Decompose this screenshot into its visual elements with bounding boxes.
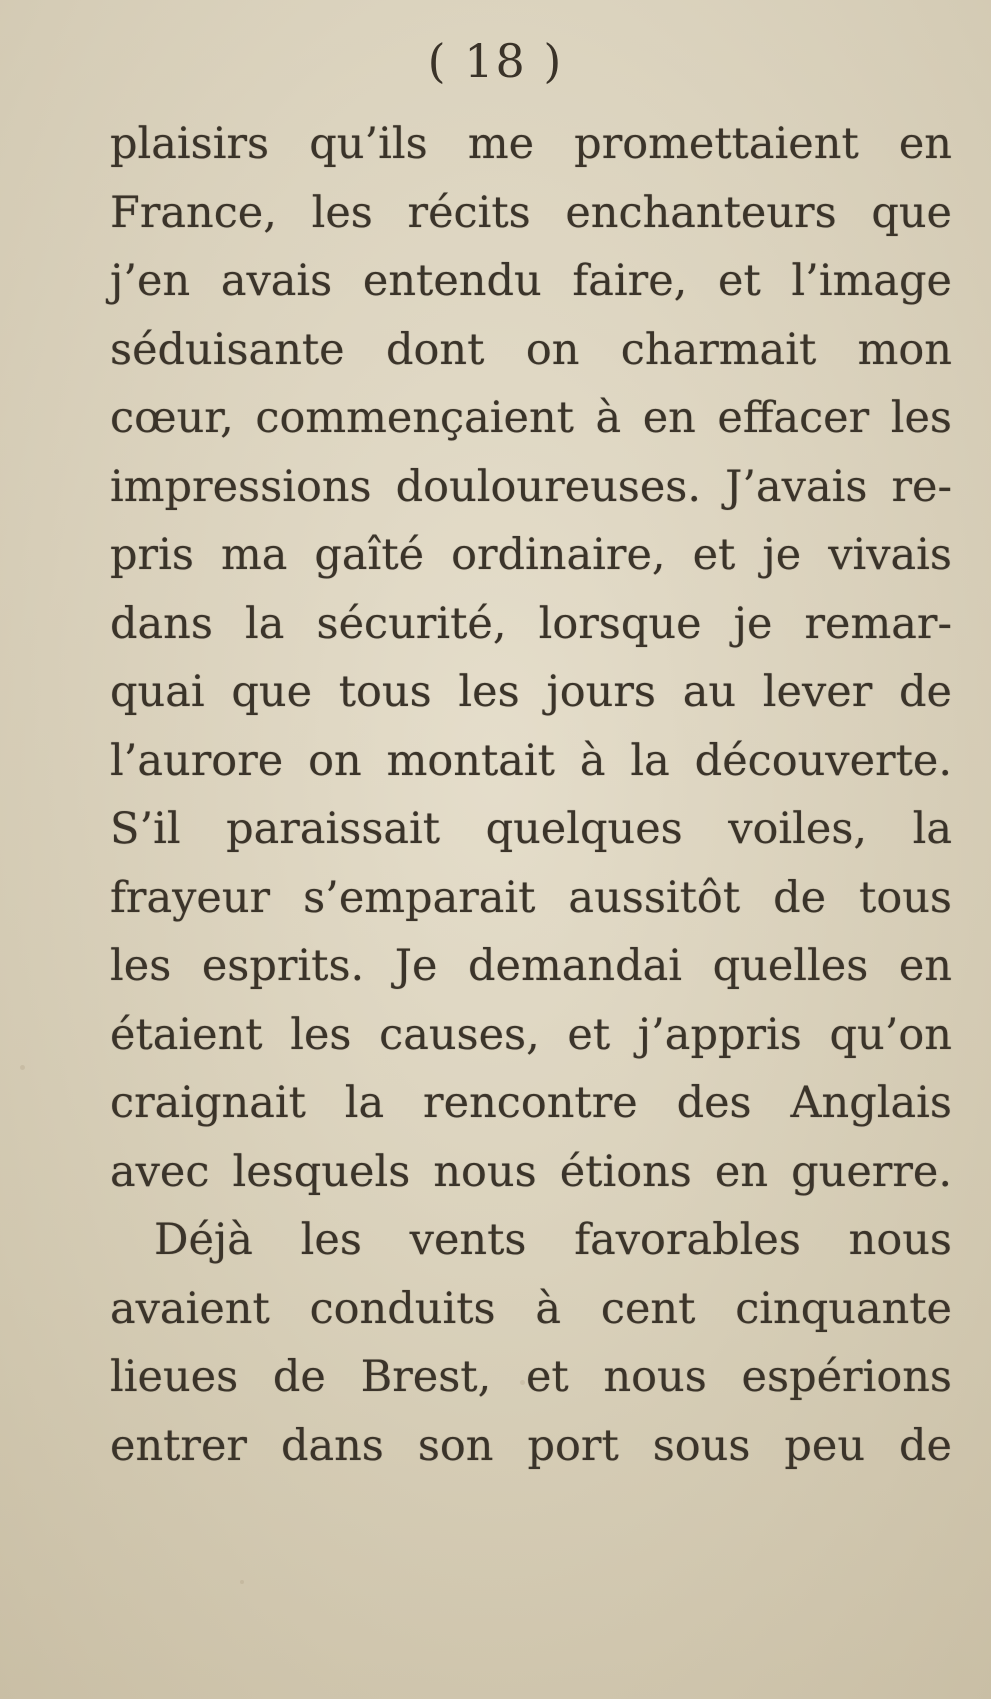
text-line: craignait la rencontre des Anglais bbox=[110, 1078, 952, 1128]
text-line: les esprits. Je demandai quelles en bbox=[110, 941, 952, 991]
text-line: quai que tous les jours au lever de bbox=[110, 667, 952, 717]
text-line: plaisirs qu’ils me promettaient en bbox=[110, 119, 952, 169]
text-line: pris ma gaîté ordinaire, et je vivais bbox=[110, 530, 952, 580]
text-line: S’il paraissait quelques voiles, la bbox=[110, 804, 952, 854]
paper-stain bbox=[20, 1065, 25, 1070]
body-text bbox=[110, 110, 952, 1480]
text-line: impressions douloureuses. J’avais re- bbox=[110, 461, 952, 512]
text-line: cœur, commençaient à en effacer les bbox=[110, 393, 952, 443]
text-line: séduisante dont on charmait mon bbox=[110, 324, 952, 375]
text-line: avec lesquels nous étions en guerre. bbox=[110, 1146, 952, 1197]
text-line: l’aurore on montait à la découverte. bbox=[110, 735, 952, 786]
text-line: avaient conduits à cent cinquante bbox=[110, 1283, 952, 1334]
text-line: dans la sécurité, lorsque je remar- bbox=[110, 598, 952, 649]
text-line: lieues de Brest, et nous espérions bbox=[110, 1352, 952, 1402]
text-line: frayeur s’emparait aussitôt de tous bbox=[110, 872, 952, 923]
text-line: entrer dans son port sous peu de bbox=[110, 1420, 952, 1471]
text-line: étaient les causes, et j’appris qu’on bbox=[110, 1009, 952, 1060]
page-number: ( 18 ) bbox=[427, 34, 564, 88]
paper-stain bbox=[240, 1580, 244, 1584]
text-line: Déjà les vents favorables nous bbox=[154, 1215, 952, 1265]
text-line: France, les récits enchanteurs que bbox=[110, 187, 952, 238]
text-line: j’en avais entendu faire, et l’image bbox=[110, 256, 952, 306]
